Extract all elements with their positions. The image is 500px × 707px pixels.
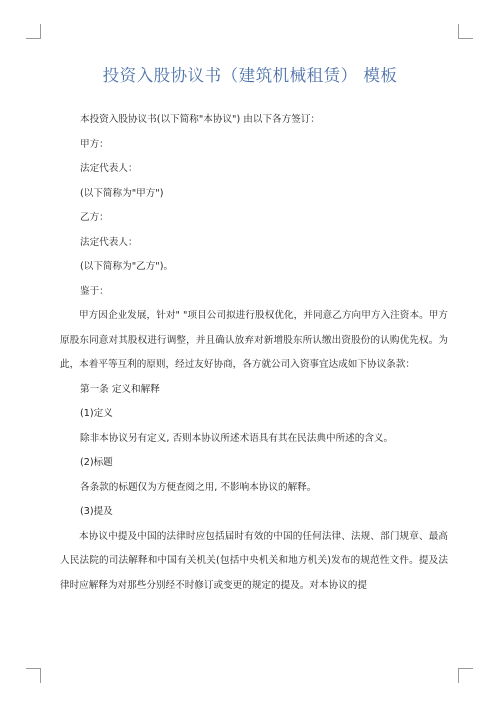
document-body: [60, 108, 448, 598]
whereas-label: 鉴于：: [80, 285, 109, 297]
page-corner-mark-top-left: [26, 24, 41, 39]
party-a-alias: (以下简称为"甲方"): [80, 187, 164, 199]
party-b-representative-label: 法定代表人：: [80, 236, 138, 248]
party-a-representative-label: 法定代表人：: [80, 163, 138, 174]
page-corner-mark-bottom-left: [26, 668, 41, 683]
recital-paragraph: 甲方因企业发展，针对" "项目公司拟进行股权优化，并同意乙方向甲方入注资本。甲方原股东同意对其股权进行调整，并且确认放弃对新增股东所认缴出资股份的认购优先权。为此，本着平等互利的原则，经过友好协商，各方就公司入资事宜达成如下协议条款：: [60, 310, 448, 370]
headings-label: (2)标题: [80, 457, 113, 468]
party-a-label: 甲方：: [80, 138, 109, 150]
document-title: 投资入股协议书（建筑机械租赁） 模板: [102, 66, 398, 85]
headings-text: 各条款的标题仅为方便查阅之用, 不影响本协议的解释。: [80, 481, 317, 493]
intro-line: 本投资入股协议书(以下简称"本协议") 由以下各方签订：: [80, 114, 321, 125]
references-label: (3)提及: [80, 506, 113, 517]
article-1-heading: 第一条 定义和解释: [80, 383, 160, 395]
page-corner-mark-bottom-right: [458, 668, 473, 683]
party-b-alias: (以下简称为"乙方")。: [80, 261, 174, 272]
party-b-label: 乙方：: [80, 212, 109, 223]
definition-text: 除非本协议另有定义, 否则本协议所述术语具有其在民法典中所述的含义。: [80, 432, 394, 444]
references-paragraph: 本协议中提及中国的法律时应包括届时有效的中国的任何法律、法规、部门规章、最高人民法院的司法解释和中国有关机关(包括中央机关和地方机关)发布的规范性文件。提及法律时应解释为对那些分别经不时修订或变更的规定的提及。对本协议的提: [60, 530, 448, 591]
definition-label: (1)定义: [80, 408, 113, 419]
page-corner-mark-top-right: [458, 24, 473, 39]
